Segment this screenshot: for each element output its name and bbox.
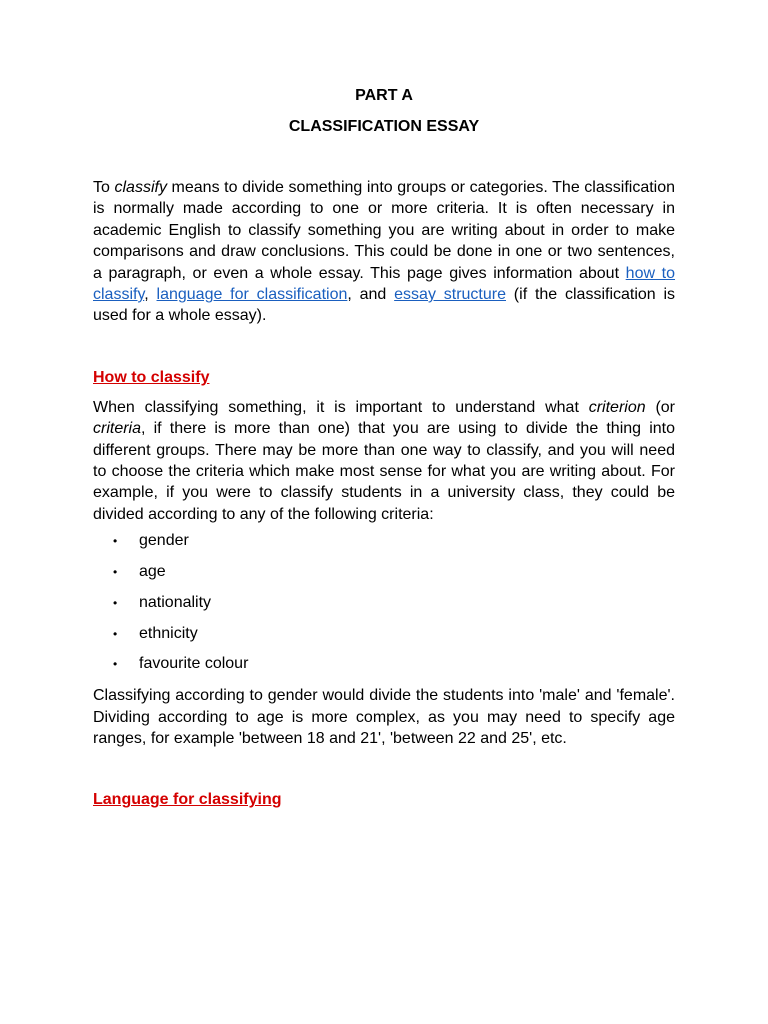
intro-text-5: (if the classification is used for a whole essay). xyxy=(93,286,676,325)
gender-age-paragraph: Classifying according to gender would divide the students into 'male' and 'female'. Dividing according to age is more complex, as you may need to specify age ranges, for example 'between 18 and 21', 'between 22 and 25', etc. xyxy=(93,687,675,748)
document-page xyxy=(93,86,675,810)
list-item: • nationality xyxy=(93,593,675,613)
intro-text-2: means to divide something into groups or categories. The classification is normally made according to one or more criteria. It is often necessary in academic English to classify something you are writing about in order to make comparisons and draw conclusions. This could be done in one or two sentences, a paragraph, or even a whole essay. This page gives information about xyxy=(93,179,676,282)
intro-paragraph xyxy=(93,177,675,327)
classify-text-3: , if there is more than one) that you are using to divide the thing into different groups. There may be more than one way to classify, and you will need to choose the criteria which make most sense for what you are writing about. For example, if you were to classify students in a university class, they could be divided according to any of the following criteria: xyxy=(93,420,675,523)
intro-text-1: To xyxy=(93,179,115,196)
criteria-list xyxy=(93,531,675,674)
list-item: • age xyxy=(93,562,675,582)
part-label: PART A xyxy=(355,87,413,104)
list-item: • gender xyxy=(93,531,675,551)
link-language-for-classification[interactable]: language for classification xyxy=(156,286,348,304)
intro-emphasis-classify: classify xyxy=(114,179,167,196)
list-item: • ethnicity xyxy=(93,624,675,644)
link-essay-structure[interactable]: essay structure xyxy=(394,286,506,304)
classify-paragraph xyxy=(93,397,675,525)
link-how-to-classify[interactable]: how to classify xyxy=(93,264,676,304)
page-title: CLASSIFICATION ESSAY xyxy=(288,118,480,135)
intro-text-4: , and xyxy=(347,286,395,304)
classify-emphasis-criterion: criterion xyxy=(588,398,646,416)
classify-text-2: (or xyxy=(645,398,676,416)
list-item: • favourite colour xyxy=(93,654,675,674)
classify-emphasis-criteria: criteria xyxy=(93,420,142,438)
heading-how-to-classify: How to classify xyxy=(93,368,210,386)
heading-language-for-classifying: Language for classifying xyxy=(93,791,282,809)
classify-text-1: When classifying something, it is important to understand what xyxy=(93,398,589,416)
intro-text-3: , xyxy=(144,286,157,304)
